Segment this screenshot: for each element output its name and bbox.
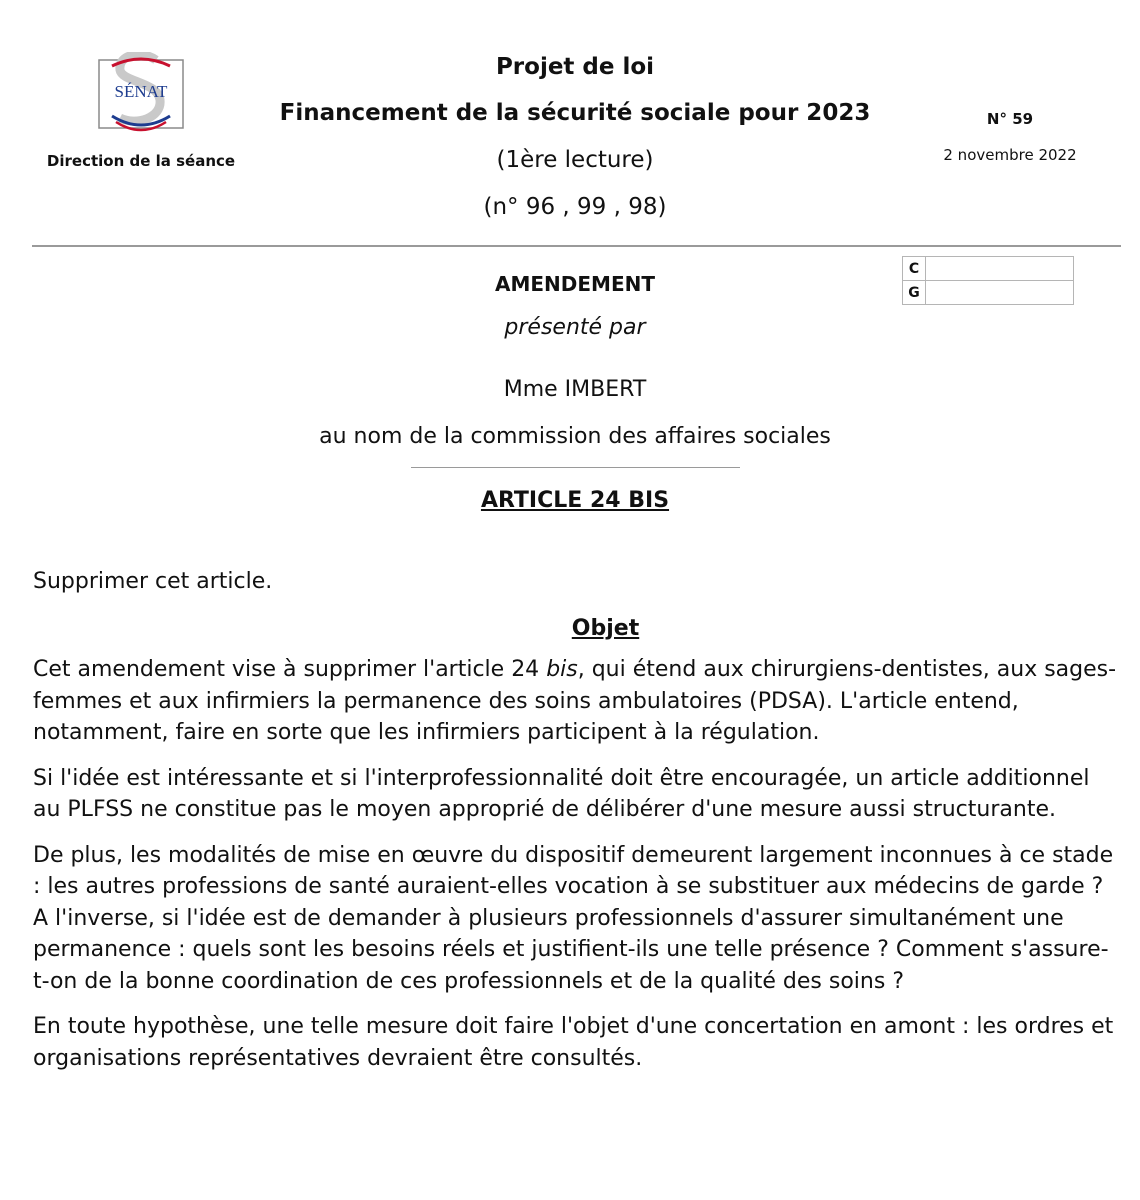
cg-row-g: [903, 281, 1074, 305]
cg-value-c: [926, 257, 1074, 281]
objet-paragraph-3: De plus, les modalités de mise en œuvre du dispositif demeurent largement inconnues à ce stade : les autres professions de santé auraient-elles vocation à se substituer aux médecins de garde ? A l'inverse, si l'idée est de demander à plusieurs professionnels d'assurer simultanément une permanence : quels sont les besoins réels et justifient-ils une telle présence ? Comment s'assure-t-on de la bonne coordination de ces professionnels et de la qualité des soins ?: [33, 842, 1114, 994]
commission-name: au nom de la commission des affaires sociales: [319, 424, 831, 449]
cg-label-c: C: [903, 257, 926, 281]
bill-numbers: (n° 96 , 99 , 98): [483, 194, 667, 220]
amendment-number: N° 59: [986, 110, 1034, 128]
senat-logo: [98, 52, 184, 136]
cg-label-g: G: [903, 281, 926, 305]
amendment-author: Mme IMBERT: [503, 377, 647, 402]
bill-title: Financement de la sécurité sociale pour 2023: [279, 100, 871, 126]
p1-end: , qui étend aux chirurgiens-dentistes, aux sages-femmes et aux infirmiers la permanence des soins ambulatoires (PDSA). L'article entend, notamment, faire en sorte que les infirmiers participent à la régulation.: [33, 657, 1117, 745]
objet-paragraph-2: Si l'idée est intéressante et si l'interprofessionnalité doit être encouragée, un article additionnel au PLFSS ne constitue pas le moyen approprié de délibérer d'une mesure aussi structurante.: [33, 765, 1090, 822]
article-title: ARTICLE 24 BIS: [480, 488, 670, 513]
senat-logo-text: SÉNAT: [114, 82, 168, 101]
section-divider: [411, 467, 740, 468]
p1-emphasis: bis: [546, 657, 578, 682]
cg-box: [902, 256, 1074, 305]
presented-by: présenté par: [504, 315, 646, 340]
cg-row-c: [903, 257, 1074, 281]
bill-type: Projet de loi: [495, 54, 655, 80]
amendment-instruction: Supprimer cet article.: [33, 569, 273, 594]
objet-paragraph-1: [33, 654, 1123, 749]
reading-label: (1ère lecture): [496, 147, 654, 173]
objet-paragraph-4: En toute hypothèse, une telle mesure doit faire l'objet d'une concertation en amont : les ordres et organisations représentatives devraient être consultés.: [33, 1014, 1114, 1071]
amendment-title: AMENDEMENT: [495, 272, 655, 296]
direction-label: Direction de la séance: [46, 152, 236, 170]
amendment-date: 2 novembre 2022: [943, 146, 1077, 164]
cg-value-g: [926, 281, 1074, 305]
senat-logo-icon: [98, 52, 184, 136]
amendment-body: [33, 566, 1123, 1074]
objet-heading: Objet: [571, 615, 640, 641]
p1-start: Cet amendement vise à supprimer l'article 24: [33, 657, 547, 682]
header-divider: [32, 245, 1121, 247]
